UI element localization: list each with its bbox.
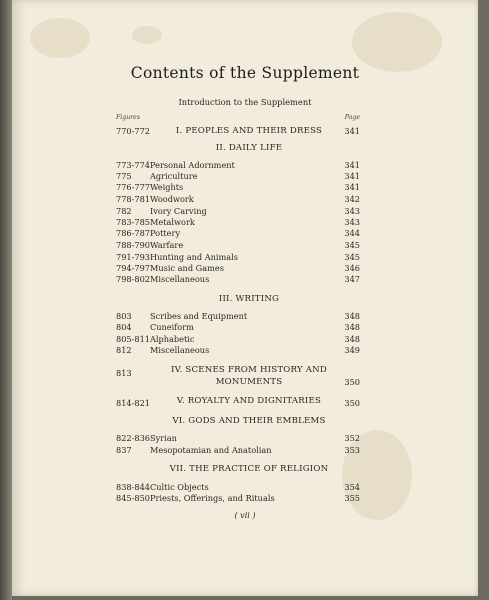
entry-title: Miscellaneous	[150, 274, 210, 284]
figures-ref: 783-785	[116, 217, 151, 227]
entry-title: Cuneiform	[150, 322, 194, 332]
page-number: 352	[344, 433, 360, 443]
entry-title: Miscellaneous	[150, 345, 210, 355]
figures-ref: 773-774	[116, 160, 151, 170]
figures-ref: 813	[116, 368, 132, 378]
page-number: 341	[344, 182, 360, 192]
figures-ref: 845-850	[116, 493, 151, 503]
entry-title: Ivory Carving	[150, 206, 207, 216]
figures-ref: 798-802	[116, 274, 151, 284]
page-number: 344	[344, 228, 360, 238]
page-number: 355	[344, 493, 360, 503]
entry-title: Cultic Objects	[150, 482, 209, 492]
figures-ref: 803	[116, 311, 132, 321]
page-number: 341	[344, 171, 360, 181]
figures-ref: 838-844	[116, 482, 151, 492]
figures-ref: 812	[116, 345, 132, 355]
entry-title: Syrian	[150, 433, 177, 443]
page-number: 350	[344, 398, 360, 408]
figures-ref: 814-821	[116, 398, 151, 408]
page-number: 343	[344, 206, 360, 216]
book-spine	[0, 0, 12, 600]
page-number: 347	[344, 274, 360, 284]
page-number: 353	[344, 445, 360, 455]
figures-ref: 791-793	[116, 252, 151, 262]
paper-stain	[132, 26, 162, 44]
page-column-header: Page	[344, 114, 360, 121]
page-number: 348	[344, 322, 360, 332]
section-heading: III. WRITING	[218, 294, 280, 304]
figures-ref: 805-811	[116, 334, 151, 344]
entry-title: Alphabetic	[150, 334, 195, 344]
paper-stain	[342, 430, 412, 520]
page-number: 345	[344, 252, 360, 262]
entry-title: Weights	[150, 182, 184, 192]
page-number: 342	[344, 194, 360, 204]
section-heading: V. ROYALTY AND DIGNITARIES	[176, 396, 322, 406]
figures-ref: 786-787	[116, 228, 151, 238]
intro-line: Introduction to the Supplement	[178, 97, 312, 107]
entry-title: Music and Games	[150, 263, 224, 273]
entry-title: Agriculture	[150, 171, 198, 181]
entry-title: Warfare	[150, 240, 184, 250]
figures-ref: 782	[116, 206, 132, 216]
figures-ref: 822-836	[116, 433, 151, 443]
page-title: Contents of the Supplement	[130, 64, 360, 82]
entry-title: Woodwork	[150, 194, 194, 204]
page-number: 354	[344, 482, 360, 492]
entry-title: Pottery	[150, 228, 181, 238]
paper-stain	[352, 12, 442, 72]
section-heading: IV. SCENES FROM HISTORY AND MONUMENTS	[171, 365, 327, 387]
figures-ref: 794-797	[116, 263, 151, 273]
book-page	[12, 0, 478, 596]
figures-ref: 788-790	[116, 240, 151, 250]
page-number: 348	[344, 334, 360, 344]
page-number: 349	[344, 345, 360, 355]
entry-title: Personal Adornment	[150, 160, 235, 170]
entry-title: Metalwork	[150, 217, 195, 227]
page-number: 346	[344, 263, 360, 273]
entry-title: Priests, Offerings, and Rituals	[150, 493, 275, 503]
page-number: 345	[344, 240, 360, 250]
page-number: 341	[344, 160, 360, 170]
paper-stain	[30, 18, 90, 58]
figures-ref: 804	[116, 322, 132, 332]
section-heading: VII. THE PRACTICE OF RELIGION	[169, 464, 329, 474]
page-footer-number: ( vii )	[234, 511, 256, 520]
page-number: 341	[344, 126, 360, 136]
figures-ref: 778-781	[116, 194, 151, 204]
entry-title: Mesopotamian and Anatolian	[150, 445, 272, 455]
section-heading: VI. GODS AND THEIR EMBLEMS	[172, 416, 326, 426]
entry-title: Hunting and Animals	[150, 252, 238, 262]
figures-ref: 775	[116, 171, 132, 181]
page-number: 348	[344, 311, 360, 321]
figures-ref: 776-777	[116, 182, 151, 192]
page-number: 343	[344, 217, 360, 227]
section-heading: II. DAILY LIFE	[215, 143, 283, 153]
figures-column-header: Figures	[116, 114, 141, 121]
page-number: 350	[344, 377, 360, 387]
section-heading: I. PEOPLES AND THEIR DRESS	[175, 126, 323, 136]
figures-ref: 837	[116, 445, 132, 455]
figures-ref: 770-772	[116, 126, 151, 136]
entry-title: Scribes and Equipment	[150, 311, 248, 321]
